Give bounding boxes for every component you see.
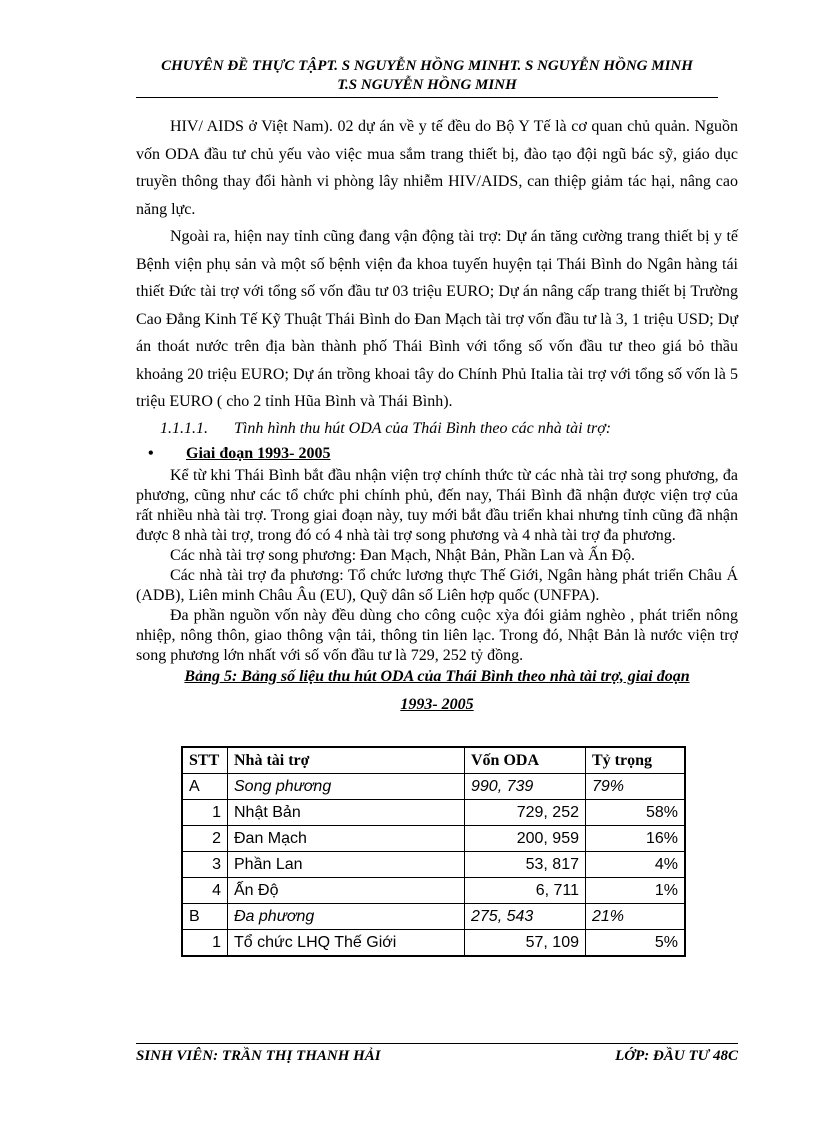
table-row bbox=[182, 826, 685, 852]
table-caption: Bảng 5: Bảng số liệu thu hút ODA của Thái Bình theo nhà tài trợ, giai đoạn bbox=[184, 667, 690, 685]
cell-stt: 1 bbox=[182, 930, 228, 957]
header-share: Tỷ trọng bbox=[586, 747, 686, 774]
paragraph-6: Đa phần nguồn vốn này đều dùng cho công cuộc xỳa đói giảm nghèo , phát triển nông nhiệp, nông thôn, giao thông vận tải, thông tin liên lạc. Trong đó, Nhật Bản là nước viện trợ song phương lớn nhất với số vốn đầu tư là 729, 252 tỷ đồng. bbox=[136, 606, 738, 664]
section-heading bbox=[136, 416, 738, 442]
paragraph-3: Kể từ khi Thái Bình bắt đầu nhận viện trợ chính thức từ các nhà tài trợ song phương, đa phương, cũng như các tổ chức phi chính phủ, đến nay, Thái Bình đã nhận được viện trợ của rất nhiều nhà tài trợ. Trong giai đoạn này, tuy mới bắt đầu triển khai nhưng tỉnh cũng đã nhận được 8 nhà tài trợ, trong đó có 4 nhà tài trợ song phương và 4 nhà tài trợ đa phương. bbox=[136, 466, 738, 544]
period-title: Giai đoạn 1993- 2005 bbox=[186, 444, 331, 462]
period-heading bbox=[148, 442, 738, 466]
paragraph-4: Các nhà tài trợ song phương: Đan Mạch, Nhật Bản, Phần Lan và Ấn Độ. bbox=[170, 546, 636, 564]
table-row bbox=[182, 852, 685, 878]
cell-share: 5% bbox=[586, 930, 686, 957]
section-number: 1.1.1.1. bbox=[160, 419, 208, 437]
cell-oda: 990, 739 bbox=[465, 774, 586, 800]
table-header-row bbox=[182, 747, 685, 774]
table-row bbox=[182, 930, 685, 957]
cell-oda: 57, 109 bbox=[465, 930, 586, 957]
table-row bbox=[182, 904, 685, 930]
cell-share: 58% bbox=[586, 800, 686, 826]
paragraph-1: HIV/ AIDS ở Việt Nam). 02 dự án về y tế đều do Bộ Y Tế là cơ quan chủ quản. Nguồn vốn ODA đầu tư chủ yếu vào việc mua sắm trang thiết bị, đào tạo đội ngũ bác sỹ, giáo dục truyền thông thay đổi hành vi phòng lây nhiễm HIV/AIDS, can thiệp giảm tác hại, nâng cao năng lực. bbox=[136, 118, 738, 218]
page-footer bbox=[136, 1043, 738, 1065]
header-oda: Vốn ODA bbox=[465, 747, 586, 774]
cell-share: 21% bbox=[586, 904, 686, 930]
paragraph-5: Các nhà tài trợ đa phương: Tổ chức lương thực Thế Giới, Ngân hàng phát triển Châu Á (ADB), Liên minh Châu Âu (EU), Quỹ dân số Liên hợp quốc (UNFPA). bbox=[136, 566, 738, 604]
cell-stt: 4 bbox=[182, 878, 228, 904]
section-title: Tình hình thu hút ODA của Thái Bình theo các nhà tài trợ: bbox=[234, 419, 612, 437]
cell-share: 16% bbox=[586, 826, 686, 852]
oda-table bbox=[181, 746, 686, 957]
table-caption-years: 1993- 2005 bbox=[400, 695, 474, 713]
cell-donor: Nhật Bản bbox=[228, 800, 465, 826]
table-row bbox=[182, 800, 685, 826]
table-row bbox=[182, 878, 685, 904]
cell-stt: A bbox=[182, 774, 228, 800]
cell-share: 4% bbox=[586, 852, 686, 878]
cell-stt: 3 bbox=[182, 852, 228, 878]
bullet-icon: • bbox=[148, 444, 154, 462]
table-row bbox=[182, 774, 685, 800]
cell-donor: Phần Lan bbox=[228, 852, 465, 878]
cell-oda: 53, 817 bbox=[465, 852, 586, 878]
cell-donor: Đa phương bbox=[228, 904, 465, 930]
cell-donor: Song phương bbox=[228, 774, 465, 800]
cell-oda: 729, 252 bbox=[465, 800, 586, 826]
cell-oda: 6, 711 bbox=[465, 878, 586, 904]
header-donor: Nhà tài trợ bbox=[228, 747, 465, 774]
header-line-1: CHUYÊN ĐỀ THỰC TẬPT. S NGUYỄN HỒNG MINHT. S NGUYỄN HỒNG MINH bbox=[161, 58, 693, 74]
cell-donor: Ấn Độ bbox=[228, 878, 465, 904]
cell-share: 79% bbox=[586, 774, 686, 800]
paragraph-2: Ngoài ra, hiện nay tỉnh cũng đang vận động tài trợ: Dự án tăng cường trang thiết bị y tế Bệnh viện phụ sản và một số bệnh viện đa khoa tuyến huyện tại Thái Bình do Ngân hàng tái thiết Đức tài trợ với tổng số vốn đầu tư 03 triệu EURO; Dự án nâng cấp trang thiết bị Trường Cao Đẳng Kinh Tế Kỹ Thuật Thái Bình do Đan Mạch tài trợ vốn đầu tư là 3, 1 triệu USD; Dự án thoát nước trên địa bàn thành phố Thái Bình với tổng số vốn đầu tư theo giá bỏ thầu khoảng 20 triệu EURO; Dự án trồng khoai tây do Chính Phủ Italia tài trợ với tổng số vốn là 5 triệu EURO ( cho 2 tỉnh Hũa Bình và Thái Bình). bbox=[136, 228, 738, 410]
page-header bbox=[136, 57, 718, 98]
cell-stt: 1 bbox=[182, 800, 228, 826]
cell-stt: B bbox=[182, 904, 228, 930]
cell-donor: Đan Mạch bbox=[228, 826, 465, 852]
header-line-2: T.S NGUYỄN HỒNG MINH bbox=[337, 77, 517, 93]
cell-donor: Tổ chức LHQ Thế Giới bbox=[228, 930, 465, 957]
footer-student: SINH VIÊN: TRẦN THỊ THANH HẢI bbox=[136, 1048, 381, 1064]
cell-share: 1% bbox=[586, 878, 686, 904]
header-stt: STT bbox=[182, 747, 228, 774]
cell-stt: 2 bbox=[182, 826, 228, 852]
footer-class: LỚP: ĐẦU TƯ 48C bbox=[615, 1048, 738, 1064]
cell-oda: 200, 959 bbox=[465, 826, 586, 852]
document-body bbox=[136, 113, 738, 716]
cell-oda: 275, 543 bbox=[465, 904, 586, 930]
